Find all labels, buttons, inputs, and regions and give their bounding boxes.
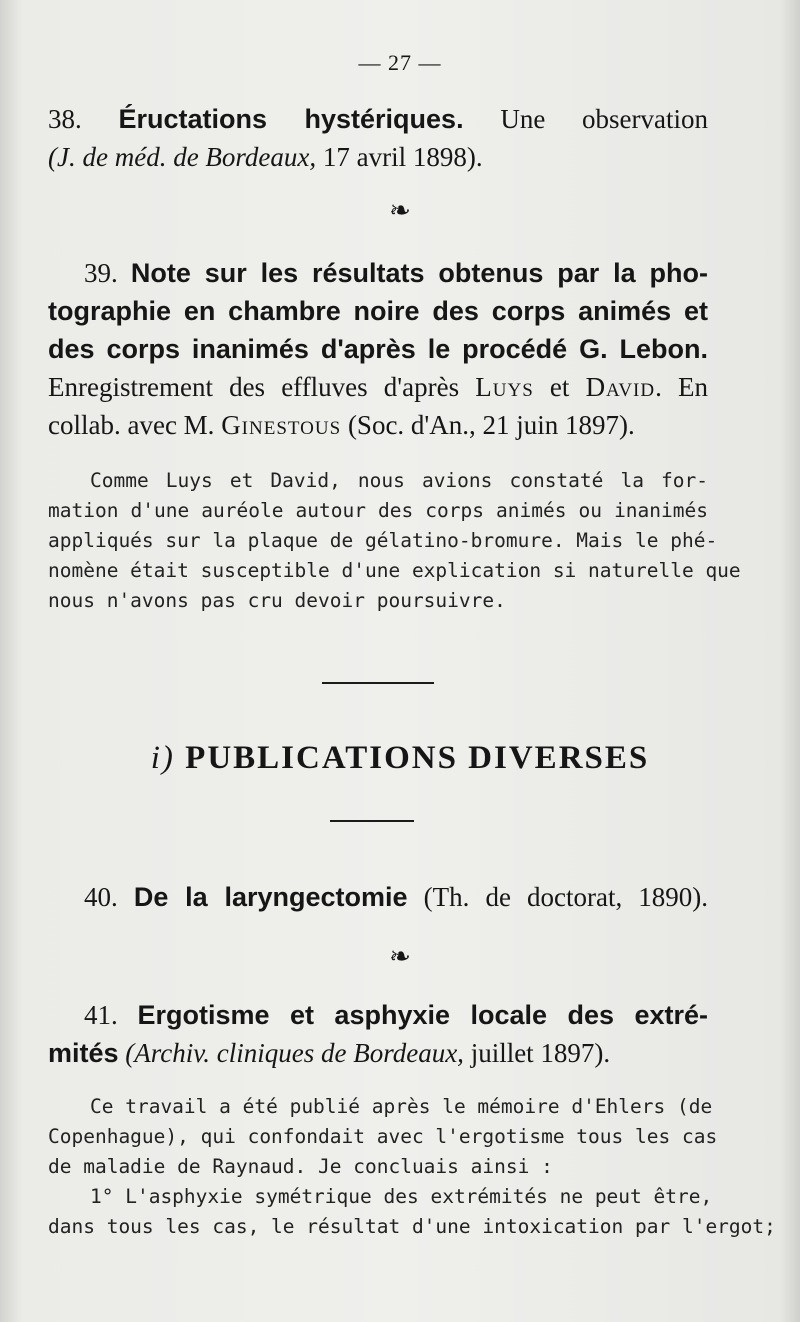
publication-reference: (Soc. d'An., 21 juin 1897).	[341, 410, 635, 440]
entry-title-line: Ergotisme et asphyxie locale des extré-	[137, 1000, 708, 1030]
entry-text: Une observation	[500, 104, 709, 134]
entry-39-body	[48, 466, 741, 616]
publication-reference: (Th. de doctorat, 1890).	[423, 882, 709, 912]
entry-title-line: Note sur les résultats obtenus par la pho-	[130, 258, 709, 288]
entry-number: 41.	[84, 1000, 118, 1030]
author-name: Luys	[475, 372, 534, 402]
entry-39	[48, 254, 708, 444]
entry-number: 38.	[48, 104, 82, 134]
body-line: nous n'avons pas cru devoir poursuivre.	[48, 589, 506, 612]
entry-title-line: des corps inanimés d'après le procédé G. Lebon.	[48, 334, 708, 364]
entry-number: 40.	[84, 882, 118, 912]
entry-subtitle: et	[533, 372, 586, 402]
body-line: appliqués sur la plaque de gélatino-bromure. Mais le phé-	[48, 529, 718, 552]
fleuron-ornament: ❧	[389, 942, 411, 971]
entry-number: 39.	[84, 258, 118, 288]
entry-title-line: mités	[48, 1038, 119, 1068]
section-heading	[0, 740, 800, 777]
page-number: — 27 —	[358, 50, 442, 75]
body-line: Ce travail a été publié après le mémoire d'Ehlers (de	[90, 1095, 713, 1118]
entry-date: juillet 1897).	[470, 1038, 611, 1068]
entry-title-line: tographie en chambre noire des corps animés et	[48, 296, 708, 326]
entry-40	[48, 878, 708, 916]
entry-41	[48, 996, 708, 1072]
author-name: David	[585, 372, 656, 402]
collaboration-note: collab. avec M.	[48, 410, 222, 440]
section-title: PUBLICATIONS DIVERSES	[185, 740, 650, 776]
body-line: dans tous les cas, le résultat d'une intoxication par l'ergot;	[48, 1215, 776, 1238]
divider-rule	[330, 820, 414, 822]
section-letter: i)	[150, 740, 175, 776]
entry-41-body	[48, 1092, 776, 1242]
body-line: de maladie de Raynaud. Je concluais ainsi :	[48, 1155, 553, 1178]
entry-subtitle: . En	[655, 372, 708, 402]
entry-38	[48, 100, 708, 176]
body-line: nomène était susceptible d'une explication si naturelle que	[48, 559, 741, 582]
author-name: Ginestous	[221, 410, 342, 440]
journal-name: (Archiv. cliniques de Bordeaux,	[125, 1038, 464, 1068]
fleuron-ornament: ❧	[389, 196, 411, 225]
divider-rule	[322, 682, 434, 684]
entry-title: Éructations hystériques.	[118, 104, 464, 134]
body-line: 1° L'asphyxie symétrique des extrémités ne peut être,	[90, 1185, 713, 1208]
body-line: mation d'une auréole autour des corps animés ou inanimés	[48, 499, 708, 522]
journal-name: (J. de méd. de Bordeaux,	[48, 142, 317, 172]
body-line: Copenhague), qui confondait avec l'ergotisme tous les cas	[48, 1125, 718, 1148]
body-line: Comme Luys et David, nous avions constaté la for-	[90, 469, 708, 492]
entry-subtitle: Enregistrement des effluves d'après	[48, 372, 476, 402]
entry-title: De la laryngectomie	[133, 882, 408, 912]
entry-date: 17 avril 1898).	[322, 142, 483, 172]
